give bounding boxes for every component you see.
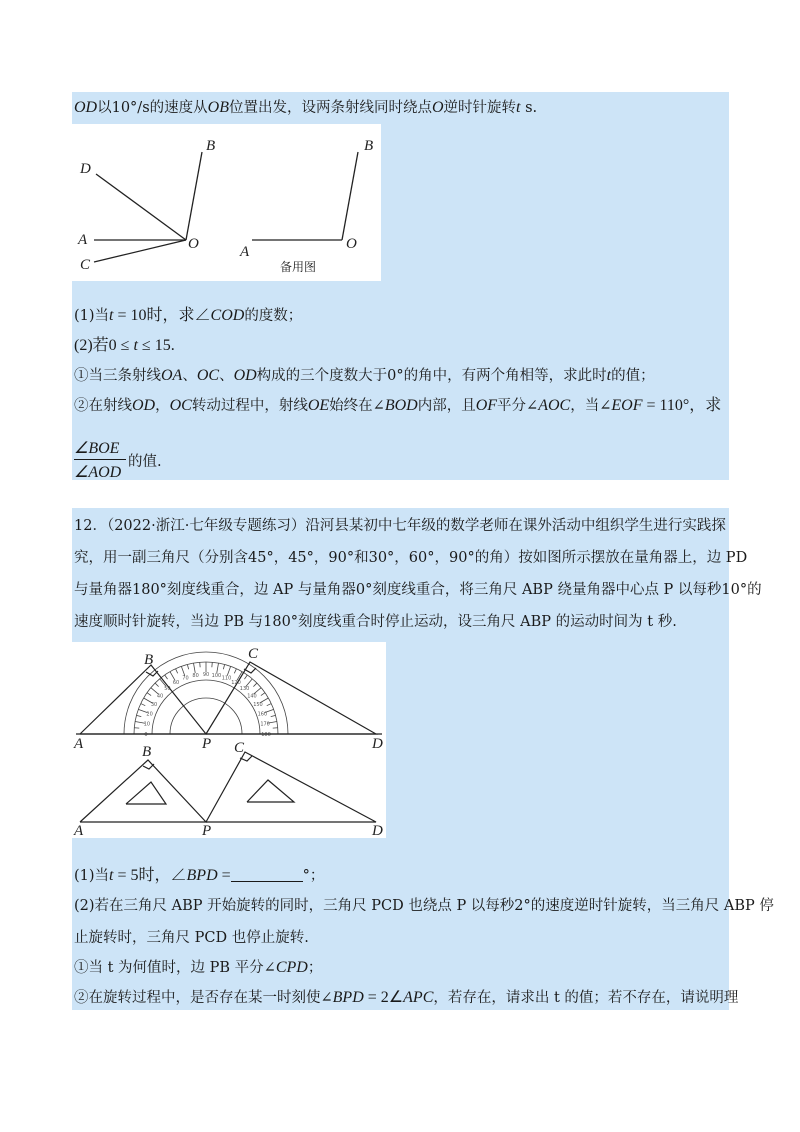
ray-ob bbox=[186, 152, 202, 240]
math-text: = 2∠ bbox=[363, 989, 404, 1006]
q12-sub1 bbox=[74, 958, 322, 978]
triangle-pcd-top bbox=[206, 662, 376, 734]
text: 始终在∠ bbox=[329, 398, 385, 414]
ray-ob-spare bbox=[342, 152, 358, 240]
math-text: APC bbox=[403, 989, 434, 1006]
protractor-number: 60 bbox=[172, 680, 180, 687]
math-text: OC bbox=[196, 367, 220, 384]
protractor-number: 110 bbox=[221, 675, 232, 682]
protractor-tick bbox=[181, 666, 184, 675]
protractor-tick bbox=[155, 683, 159, 687]
text: 、 bbox=[182, 368, 197, 384]
math-text: BPD bbox=[332, 989, 364, 1006]
label-o: O bbox=[188, 236, 199, 252]
q12-figure bbox=[72, 642, 386, 838]
triangle-abp-bottom bbox=[80, 760, 206, 822]
text: 位置出发，设两条射线同时绕点 bbox=[228, 100, 432, 116]
protractor-number: 80 bbox=[192, 672, 199, 679]
math-text: = 110°，求 bbox=[642, 397, 722, 414]
label-b-bottom: B bbox=[142, 744, 152, 760]
text: 以10°/s的速度从 bbox=[97, 100, 208, 116]
q11-sub2 bbox=[74, 396, 721, 416]
math-text: (2)若0 ≤ bbox=[74, 337, 134, 354]
label-p-bottom: P bbox=[202, 823, 212, 838]
label-a-spare: A bbox=[240, 244, 250, 260]
text: 平分∠ bbox=[497, 398, 539, 414]
label-b-spare: B bbox=[364, 138, 374, 154]
q12-part1 bbox=[74, 866, 324, 886]
protractor-number: 170 bbox=[260, 721, 270, 728]
q11-intro-line bbox=[74, 98, 537, 118]
math-text: = bbox=[217, 867, 231, 884]
q11-sub1 bbox=[74, 366, 655, 386]
protractor-tick bbox=[234, 669, 236, 674]
math-text: AOC bbox=[538, 397, 571, 414]
q12-sub2 bbox=[74, 988, 738, 1008]
text: ，当∠ bbox=[570, 398, 612, 414]
protractor-number: 120 bbox=[231, 680, 241, 687]
protractor-tick bbox=[187, 664, 188, 669]
math-text: OA bbox=[161, 367, 183, 384]
protractor-number: 180 bbox=[261, 732, 271, 738]
text: 逆时针旋转 bbox=[443, 100, 517, 116]
math-text: OE bbox=[307, 397, 330, 414]
math-text: O bbox=[431, 99, 444, 116]
protractor-number: 130 bbox=[239, 686, 250, 693]
label-d: D bbox=[372, 736, 383, 752]
label-b: B bbox=[206, 138, 216, 154]
q12-part2b: 止旋转时，三角尺 PCD 也停止旋转. bbox=[74, 930, 309, 946]
math-text: BPD bbox=[186, 867, 218, 884]
text: 、 bbox=[219, 368, 234, 384]
text: (1)当 bbox=[74, 308, 110, 324]
protractor-number: 0 bbox=[144, 732, 148, 738]
protractor-center-arc bbox=[170, 698, 242, 734]
protractor-number: 10 bbox=[143, 721, 151, 728]
text: (1)当 bbox=[74, 868, 110, 884]
protractor-tick bbox=[253, 683, 257, 687]
q11-figure bbox=[72, 124, 381, 281]
text: ， bbox=[155, 398, 170, 414]
protractor-tick bbox=[147, 693, 151, 696]
protractor-tick bbox=[223, 664, 224, 669]
protractor-tick bbox=[141, 704, 146, 706]
triangle-pcd-bottom bbox=[206, 752, 376, 822]
figure-caption: 备用图 bbox=[280, 260, 317, 274]
label-o-spare: O bbox=[346, 236, 357, 252]
math-text: CPD bbox=[275, 959, 308, 976]
protractor-number: 160 bbox=[257, 711, 268, 718]
protractor-tick bbox=[267, 704, 272, 706]
protractor-number: 40 bbox=[156, 693, 164, 700]
math-text: COD bbox=[210, 307, 245, 324]
math-text: OD bbox=[132, 397, 156, 414]
protractor-number: 20 bbox=[146, 711, 153, 718]
text: ； bbox=[307, 960, 323, 976]
fraction-numerator: ∠BOE bbox=[74, 440, 120, 457]
label-a: A bbox=[74, 736, 84, 752]
q11-part1 bbox=[74, 306, 302, 326]
text: ①当三条射线 bbox=[74, 368, 161, 384]
protractor-tick bbox=[193, 663, 195, 673]
protractor-tick bbox=[244, 675, 247, 679]
math-text: = 5时，∠ bbox=[113, 867, 187, 884]
q12-part2a: (2)若在三角尺 ABP 开始旋转的同时，三角尺 PCD 也绕点 P 以每秒2°的速度逆时针旋转，当三角尺 ABP 停 bbox=[74, 898, 774, 914]
math-text: t bbox=[133, 337, 138, 354]
protractor-number: 140 bbox=[247, 693, 257, 700]
math-text: OC bbox=[169, 397, 192, 414]
text: 构成的三个度数大于0°的角中，有两个角相等，求此时 bbox=[256, 368, 607, 384]
label-p: P bbox=[202, 736, 212, 752]
protractor-tick bbox=[165, 675, 168, 679]
label-d-bottom: D bbox=[372, 823, 383, 838]
protractor-tick bbox=[170, 672, 175, 681]
text: 的度数； bbox=[244, 308, 303, 324]
protractor-tick bbox=[271, 715, 276, 716]
label-b: B bbox=[144, 652, 154, 668]
math-text: OD bbox=[74, 99, 98, 116]
protractor-tick bbox=[227, 666, 230, 675]
math-text: t bbox=[109, 867, 114, 884]
text: ①当 t 为何值时，边 PB 平分∠ bbox=[74, 960, 276, 976]
math-text: = 10时，求∠ bbox=[113, 307, 211, 324]
protractor-number: 50 bbox=[164, 686, 171, 693]
text: ②在射线 bbox=[74, 398, 132, 414]
protractor-number: 100 bbox=[211, 672, 222, 679]
label-d: D bbox=[80, 161, 91, 177]
math-text: ≤ 15. bbox=[137, 337, 175, 354]
ray-od bbox=[96, 174, 186, 240]
q12-line4: 速度顺时针旋转，当边 PB 与180°刻度线重合时停止运动，设三角尺 ABP 的运动时间为 t 秒. bbox=[74, 614, 677, 630]
text: 的值. bbox=[128, 454, 162, 470]
text: 内部，且 bbox=[417, 398, 476, 414]
math-text: t bbox=[606, 367, 612, 384]
protractor-number: 90 bbox=[202, 672, 210, 678]
label-c-bottom: C bbox=[234, 740, 245, 756]
math-text: t bbox=[516, 99, 521, 116]
triangle-pcd-hole bbox=[247, 780, 294, 802]
protractor-number: 70 bbox=[182, 675, 189, 682]
math-text: OB bbox=[207, 99, 229, 116]
q12-line1: 12．（2022·浙江·七年级专题练习）沿河县某初中七年级的数学老师在课外活动中组织学生进行实践探 bbox=[74, 518, 726, 534]
protractor-tick bbox=[176, 669, 178, 674]
label-a-bottom: A bbox=[74, 823, 84, 838]
protractor-tick bbox=[217, 663, 219, 673]
math-text: OD bbox=[233, 367, 257, 384]
text: 的值； bbox=[611, 368, 655, 384]
math-text: OF bbox=[475, 397, 498, 414]
text: ②在旋转过程中，是否存在某一时刻使∠ bbox=[74, 990, 333, 1006]
protractor-number: 150 bbox=[253, 702, 263, 708]
answer-blank[interactable] bbox=[231, 867, 303, 882]
fraction-denominator: ∠AOD bbox=[74, 464, 122, 481]
text: ，若存在，请求出 t 的值；若不存在，请说明理 bbox=[433, 990, 739, 1006]
protractor-tick bbox=[136, 715, 141, 716]
q12-line3: 与量角器180°刻度线重合，边 AP 与量角器0°刻度线重合，将三角尺 ABP 绕量角器中心点 P 以每秒10°的 bbox=[74, 582, 762, 598]
math-text: BOD bbox=[384, 397, 418, 414]
label-a: A bbox=[78, 232, 88, 248]
label-c: C bbox=[80, 257, 91, 273]
ray-oc bbox=[94, 240, 186, 262]
math-text: t bbox=[109, 307, 114, 324]
protractor-tick bbox=[261, 693, 265, 696]
math-text: EOF bbox=[611, 397, 643, 414]
triangle-abp-hole bbox=[126, 782, 166, 804]
q11-part2 bbox=[74, 336, 175, 356]
text: s. bbox=[520, 100, 538, 116]
protractor-number: 30 bbox=[150, 702, 158, 708]
text: °； bbox=[302, 868, 325, 884]
fraction-bar bbox=[74, 459, 126, 460]
label-c: C bbox=[248, 646, 259, 662]
q12-line2: 究，用一副三角尺（分别含45°，45°，90°和30°，60°，90°的角）按如图所示摆放在量角器上，边 PD bbox=[74, 550, 748, 566]
text: 转动过程中，射线 bbox=[191, 398, 308, 414]
